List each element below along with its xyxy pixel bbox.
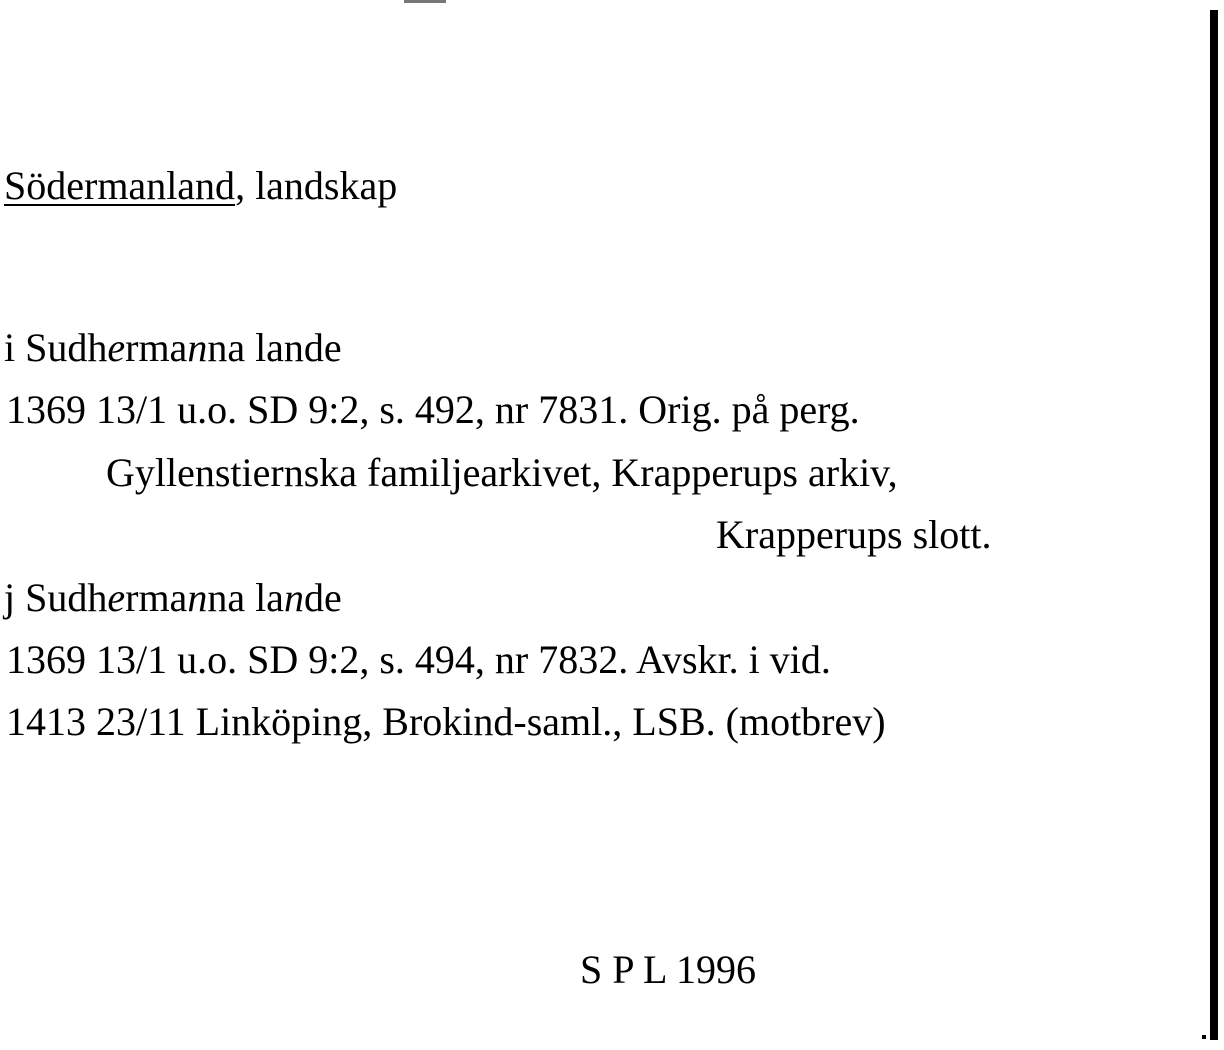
entry-2-citation-2: 1413 23/11 Linköping, Brokind-saml., LSB. (motbrev): [6, 699, 886, 744]
entry-2-citation: 1369 13/1 u.o. SD 9:2, s. 494, nr 7832. Avskr. i vid.: [6, 637, 831, 682]
form-expansion: n: [187, 575, 208, 620]
form-text: na la: [207, 575, 284, 620]
heading-line: [4, 163, 397, 209]
form-expansion: n: [187, 325, 208, 370]
form-expansion: e: [107, 325, 126, 370]
footer-signature: S P L 1996: [580, 947, 756, 992]
form-text: na lande: [207, 325, 342, 370]
form-text: j Sudh: [4, 575, 108, 620]
form-text: i Sudh: [4, 325, 108, 370]
page-edge-rule: [1210, 10, 1218, 1040]
scan-speck: [404, 0, 446, 3]
scan-dot: [1202, 1035, 1206, 1039]
entry-2-form: [4, 575, 342, 621]
form-text: rma: [125, 325, 188, 370]
place-name: Södermanland: [4, 163, 236, 208]
entry-1-form: [4, 325, 342, 371]
entry-1-source-line-2: Krapperups slott.: [716, 512, 992, 557]
form-expansion: e: [107, 575, 126, 620]
place-type: , landskap: [235, 163, 398, 208]
form-expansion: n: [283, 575, 304, 620]
form-text: rma: [125, 575, 188, 620]
entry-1-source-line-1: Gyllenstiernska familjearkivet, Krapperups arkiv,: [106, 450, 898, 495]
form-text: de: [303, 575, 342, 620]
entry-1-citation: 1369 13/1 u.o. SD 9:2, s. 492, nr 7831. Orig. på perg.: [6, 387, 860, 432]
